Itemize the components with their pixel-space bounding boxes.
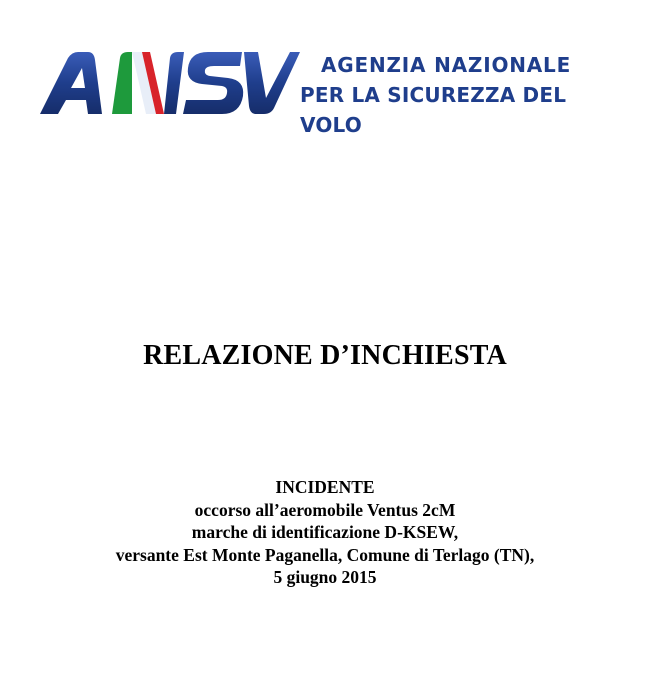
agency-name-line1: AGENZIA NAZIONALE [321,53,572,77]
logo-letter-a [40,52,102,114]
date-line: 5 giugno 2015 [273,567,377,587]
agency-name [300,50,620,140]
logo-letter-n-tricolor [112,52,184,114]
aircraft-line: occorso all’aeromobile Ventus 2cM [194,499,456,520]
logo-letter-s [183,52,243,114]
agency-name-line2: PER LA SICUREZZA DEL VOLO [300,83,567,137]
location-line: versante Est Monte Paganella, Comune di Terlago (TN), [115,544,535,565]
document-header [38,40,618,137]
ansv-logo [38,48,300,118]
logo-letter-v [244,52,300,114]
event-type: INCIDENTE [275,477,375,497]
report-title: RELAZIONE D’INCHIESTA [143,340,507,371]
event-details [0,476,650,589]
registration-line: marche di identificazione D-KSEW, [191,522,459,542]
